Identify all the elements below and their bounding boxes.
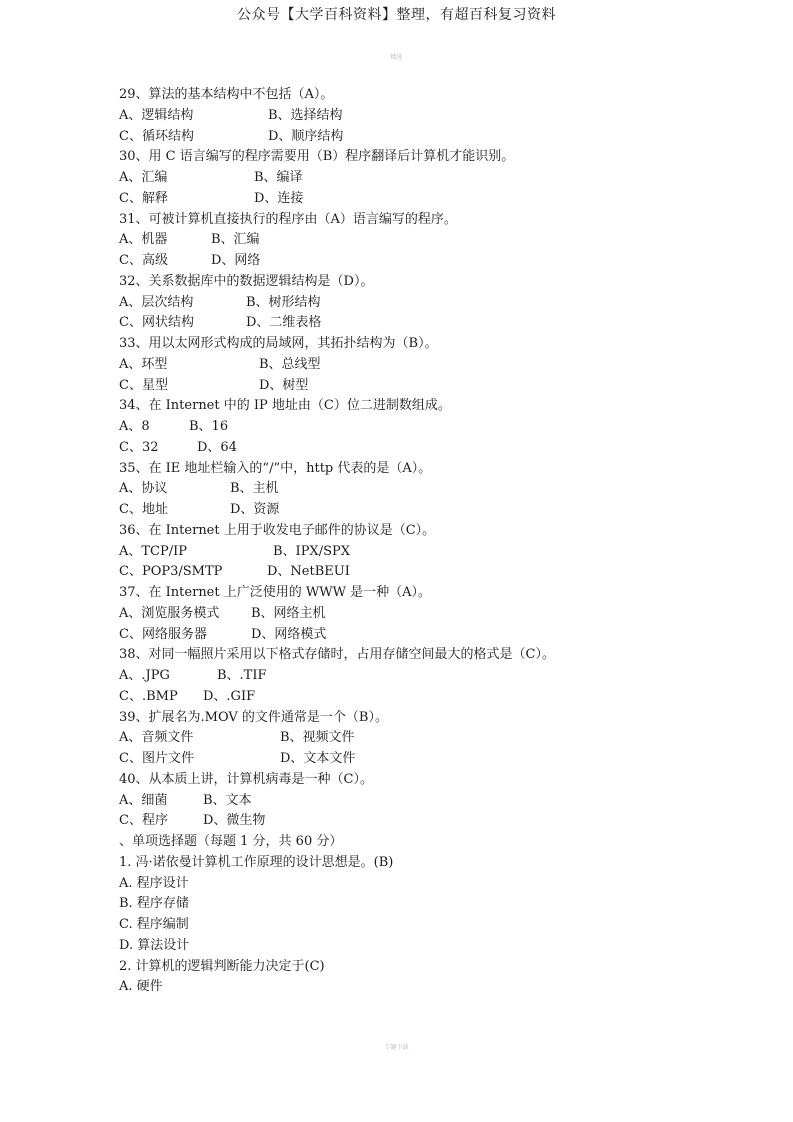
option-left: A、浏览服务模式 [119, 605, 220, 621]
option-row [119, 749, 739, 770]
question-line: 29、算法的基本结构中不包括（A）。 [119, 87, 334, 102]
option-row [119, 106, 739, 127]
option-row [119, 542, 739, 563]
option-right: B、IPX/SPX [273, 543, 350, 559]
option-row [119, 127, 739, 148]
question-line: A. 程序设计 [119, 875, 189, 891]
option-row [119, 666, 739, 687]
option-left: C、程序 [119, 813, 168, 829]
option-row [119, 625, 739, 646]
option-right: B、网络主机 [251, 605, 326, 621]
option-left: A、逻辑结构 [119, 107, 194, 123]
option-left: A、细菌 [119, 792, 168, 808]
option-row [119, 417, 739, 438]
option-right: D、.GIF [203, 688, 256, 704]
option-left: A、.JPG [119, 668, 170, 683]
question-line: A. 硬件 [119, 979, 163, 995]
page-banner: 公众号【大学百科资料】整理，有超百科复习资料 [237, 7, 556, 23]
option-left: A、8 [119, 419, 150, 434]
option-row [119, 500, 739, 521]
question-line: C. 程序编制 [119, 917, 189, 932]
option-left: C、高级 [119, 253, 168, 268]
option-row [119, 376, 739, 397]
question-line: B. 程序存储 [119, 896, 189, 912]
option-right: D、文本文件 [280, 751, 356, 766]
question-line: 35、在 IE 地址栏输入的“/”中，http 代表的是（A）。 [119, 460, 432, 476]
option-left: A、机器 [119, 232, 168, 248]
option-left: A、TCP/IP [119, 543, 188, 559]
question-line: 2. 计算机的逻辑判断能力决定于(C) [119, 958, 325, 974]
option-left: A、环型 [119, 356, 168, 372]
option-left: C、图片文件 [119, 751, 194, 766]
question-line: 30、用 C 语言编写的程序需要用（B）程序翻译后计算机才能识别。 [119, 149, 515, 165]
option-right: B、视频文件 [280, 730, 355, 746]
question-line: D. 算法设计 [119, 937, 190, 953]
option-row [119, 189, 739, 210]
option-row [119, 168, 739, 189]
option-right: B、选择结构 [268, 107, 343, 123]
option-row [119, 604, 739, 625]
option-row [119, 562, 739, 583]
option-right: D、顺序结构 [268, 128, 344, 144]
question-line: 33、用以太网形式构成的局域网，其拓扑结构为（B）。 [119, 336, 438, 351]
header-watermark: 精选 [390, 54, 403, 61]
option-left: C、网络服务器 [119, 626, 207, 642]
question-line: 37、在 Internet 上广泛使用的 WWW 是一种（A）。 [119, 585, 431, 600]
option-right: D、网络模式 [251, 626, 327, 642]
question-line: 32、关系数据库中的数据逻辑结构是（D）。 [119, 273, 374, 289]
footer-watermark: 专题下载 [384, 1044, 409, 1051]
option-right: D、64 [197, 439, 237, 455]
option-left: C、32 [119, 439, 159, 455]
option-row [119, 438, 739, 459]
question-list [119, 85, 739, 998]
option-row [119, 791, 739, 812]
option-left: C、解释 [119, 190, 168, 206]
option-row [119, 355, 739, 376]
option-left: A、层次结构 [119, 294, 194, 310]
option-left: C、.BMP [119, 688, 178, 704]
option-right: B、主机 [230, 481, 279, 497]
option-right: D、微生物 [203, 813, 266, 829]
option-row [119, 230, 739, 251]
question-line: 40、从本质上讲，计算机病毒是一种（C）。 [119, 771, 373, 787]
option-right: D、NetBEUI [267, 564, 350, 580]
question-line: 1. 冯·诺依曼计算机工作原理的设计思想是。(B) [119, 854, 394, 870]
option-row [119, 313, 739, 334]
question-line: 36、在 Internet 上用于收发电子邮件的协议是（C）。 [119, 522, 436, 538]
option-right: B、16 [189, 419, 229, 434]
option-right: D、资源 [230, 502, 280, 517]
option-left: C、POP3/SMTP [119, 564, 223, 580]
option-left: C、网状结构 [119, 315, 194, 331]
option-left: A、协议 [119, 481, 168, 497]
option-right: B、汇编 [211, 232, 260, 248]
option-right: D、二维表格 [246, 315, 322, 331]
option-left: A、音频文件 [119, 730, 194, 746]
option-row [119, 687, 739, 708]
option-right: D、连接 [254, 190, 304, 206]
option-row [119, 251, 739, 272]
option-left: A、汇编 [119, 170, 168, 185]
option-row [119, 811, 739, 832]
option-right: B、树形结构 [246, 294, 321, 310]
option-right: B、编译 [254, 170, 303, 185]
option-right: B、总线型 [259, 356, 321, 372]
question-line: 、单项选择题（每题 1 分，共 60 分） [119, 834, 343, 849]
question-line: 38、对同一幅照片采用以下格式存储时，占用存储空间最大的格式是（C）。 [119, 647, 555, 663]
option-row [119, 293, 739, 314]
option-right: B、.TIF [217, 668, 267, 683]
question-line: 31、可被计算机直接执行的程序由（A）语言编写的程序。 [119, 211, 457, 227]
question-line: 39、扩展名为.MOV 的文件通常是一个（B）。 [119, 709, 388, 725]
question-line: 34、在 Internet 中的 IP 地址由（C）位二进制数组成。 [119, 398, 451, 414]
option-right: D、树型 [259, 377, 309, 393]
option-left: C、地址 [119, 502, 168, 517]
option-row [119, 728, 739, 749]
option-right: D、网络 [211, 253, 261, 268]
option-right: B、文本 [203, 792, 252, 808]
option-row [119, 479, 739, 500]
option-left: C、循环结构 [119, 128, 194, 144]
option-left: C、星型 [119, 377, 168, 393]
